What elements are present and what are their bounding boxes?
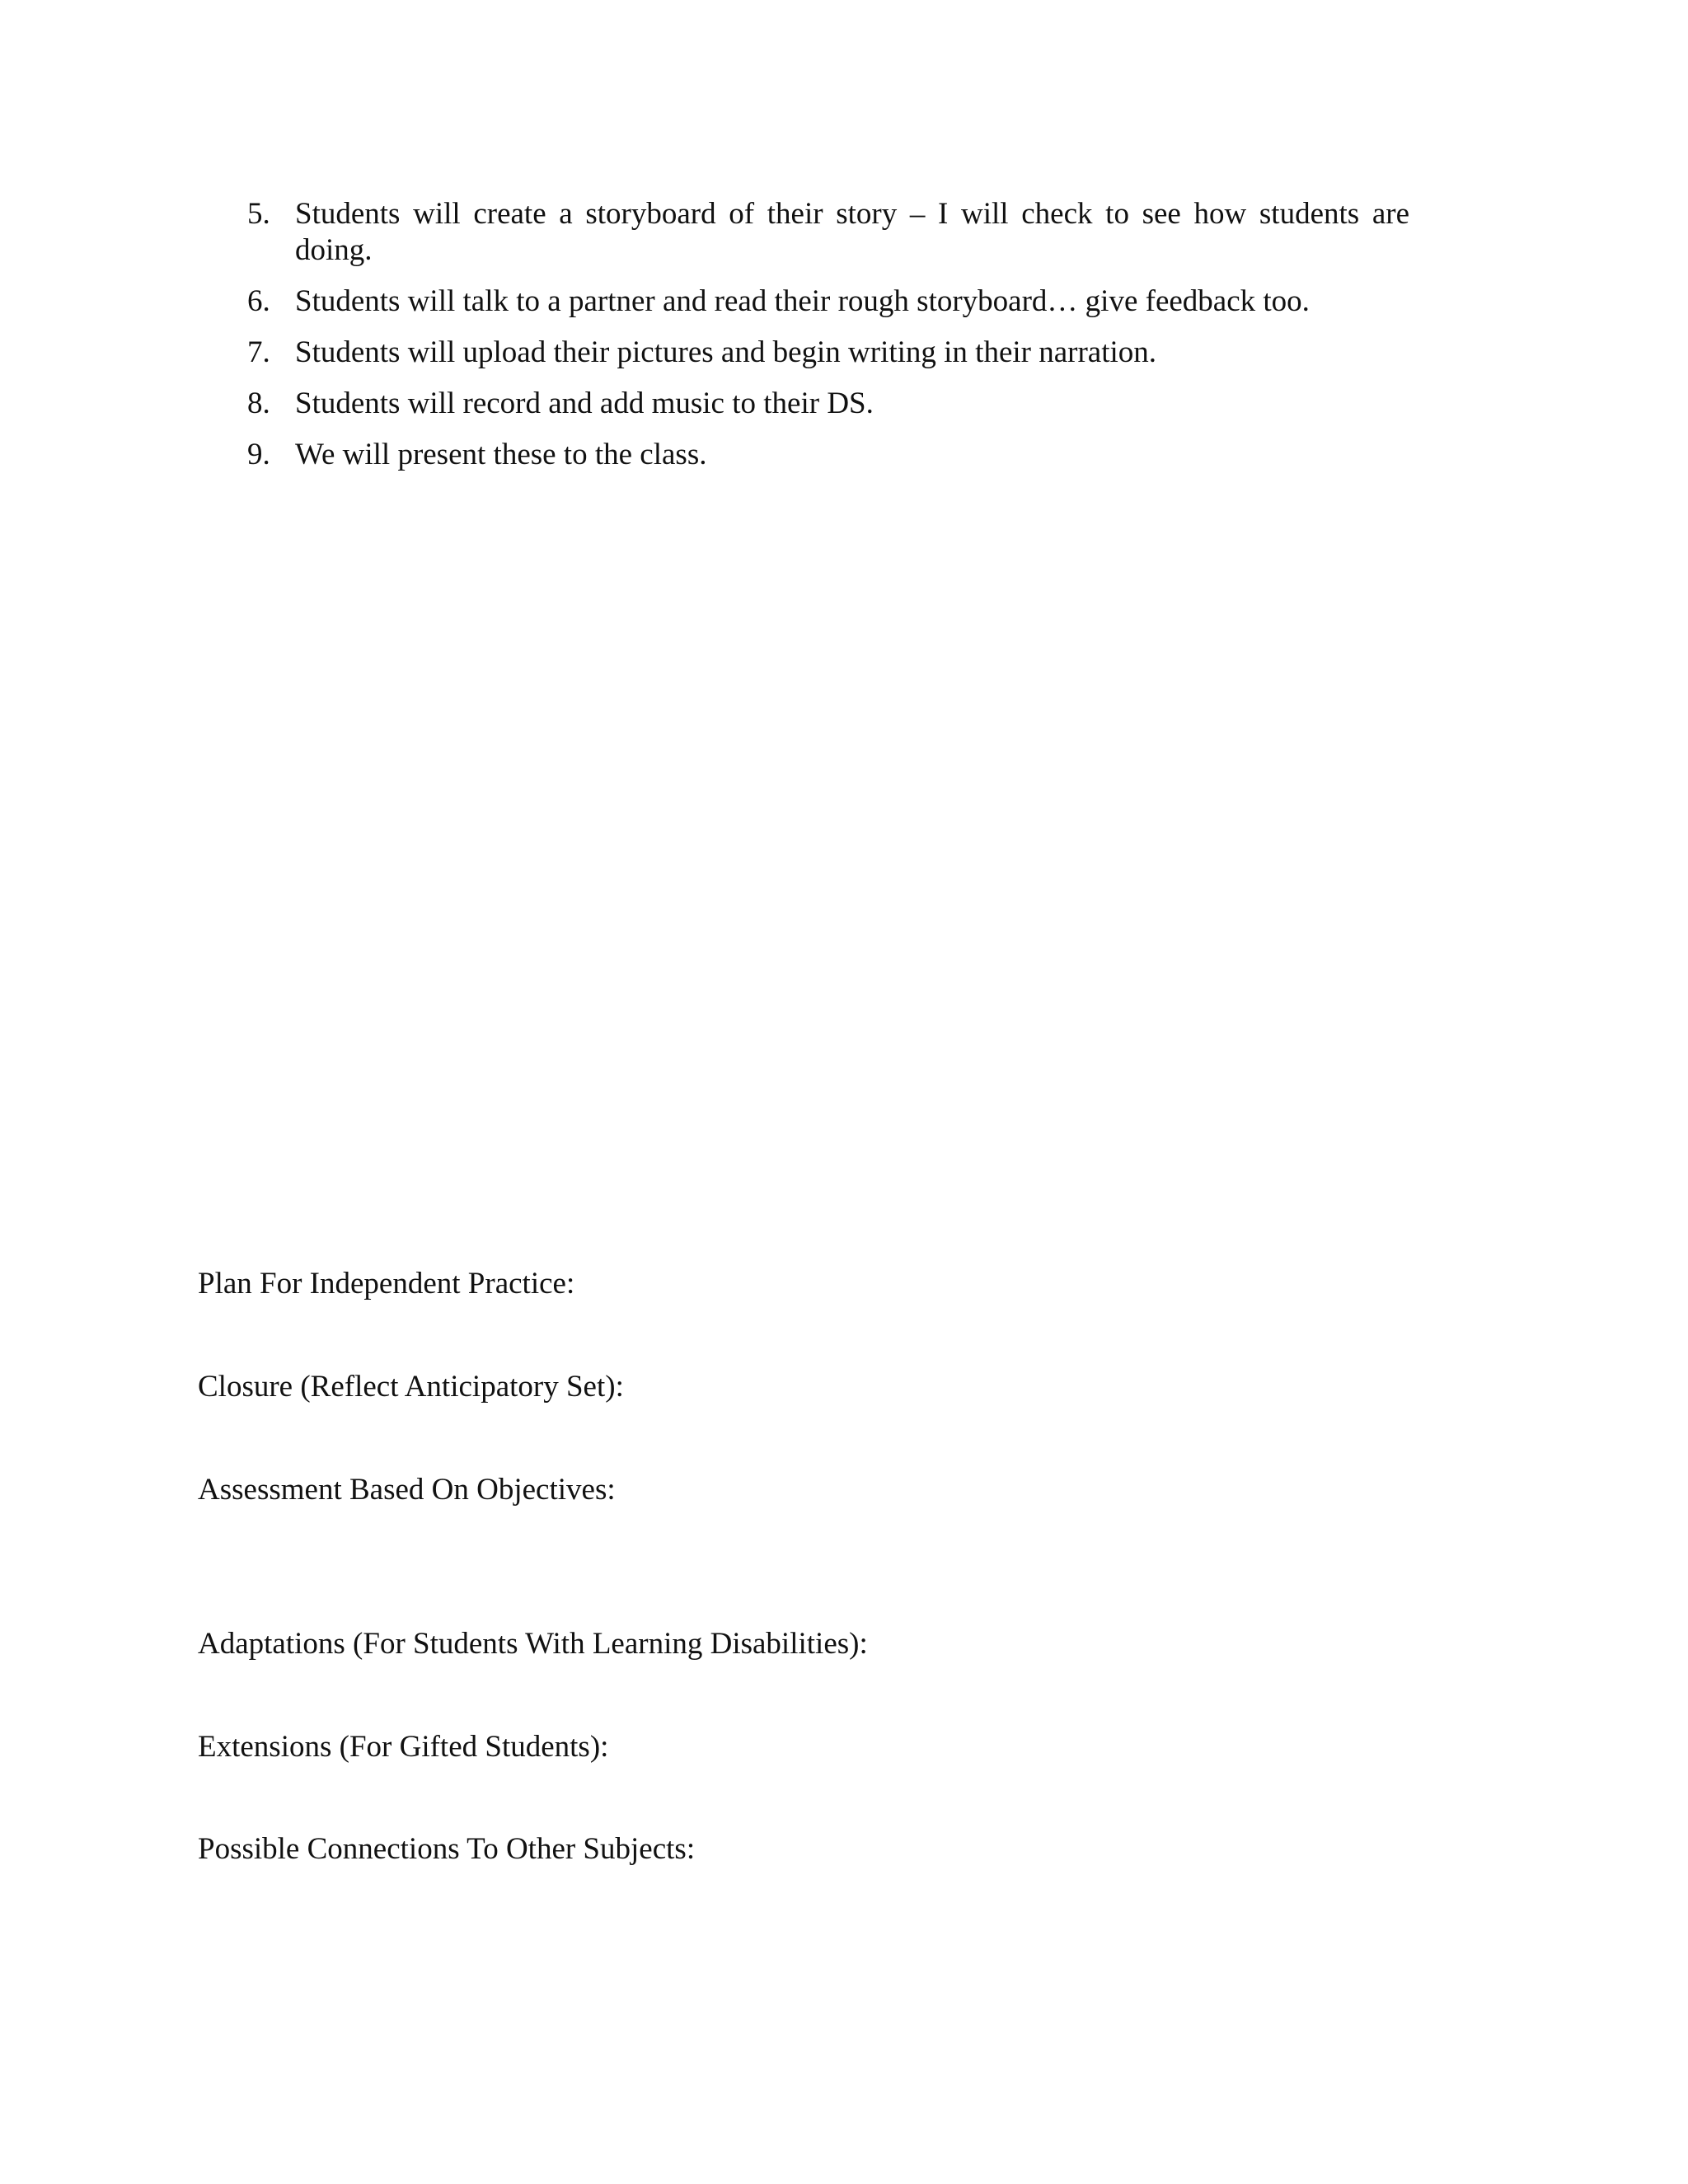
closure-heading: Closure (Reflect Anticipatory Set): [198, 1370, 624, 1404]
step-text: Students will record and add music to their DS. [295, 387, 874, 420]
step-text: Students will create a storyboard of their story – I will check to see how students are doing. [295, 197, 1409, 267]
step-item [239, 284, 1409, 320]
step-text: We will present these to the class. [295, 438, 707, 471]
step-item [239, 196, 1409, 269]
step-item [239, 335, 1409, 371]
extensions-heading: Extensions (For Gifted Students): [198, 1730, 609, 1764]
procedure-steps-list [239, 196, 1409, 488]
step-number: 5. [247, 197, 270, 231]
step-item [239, 386, 1409, 422]
assessment-heading: Assessment Based On Objectives: [198, 1473, 616, 1507]
independent-practice-heading: Plan For Independent Practice: [198, 1267, 575, 1301]
step-text: Students will upload their pictures and begin writing in their narration. [295, 335, 1157, 369]
step-item [239, 437, 1409, 473]
step-number: 6. [247, 284, 270, 318]
step-text: Students will talk to a partner and read their rough storyboard… give feedback too. [295, 284, 1310, 318]
step-number: 9. [247, 438, 270, 471]
step-number: 8. [247, 387, 270, 420]
connections-heading: Possible Connections To Other Subjects: [198, 1832, 696, 1866]
adaptations-heading: Adaptations (For Students With Learning Disabilities): [198, 1627, 868, 1661]
step-number: 7. [247, 335, 270, 369]
